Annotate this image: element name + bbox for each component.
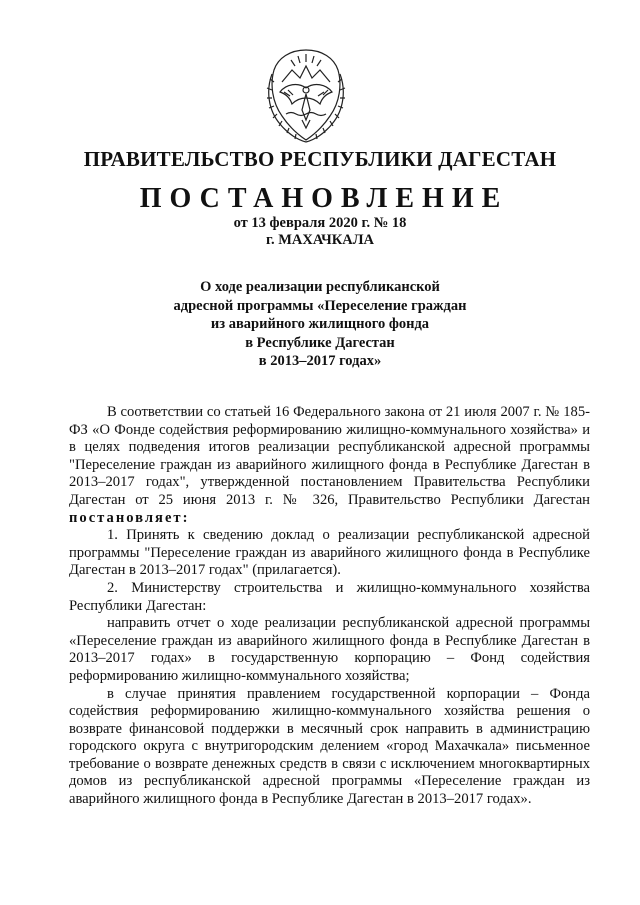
title-line: в Республике Дагестан bbox=[245, 334, 395, 351]
document-title bbox=[0, 278, 640, 371]
item-2b-paragraph: в случае принятия правлением государственной корпорации – Фонда содействия реформированию жилищно-коммунального хозяйства решения о возврате финансовой поддержки в месячный срок направить в администрацию городского округа с внутригородским делением «город Махачкала» письменное требование о возврате денежных средств в связи с исключением многоквартирных домов из республиканской адресной программы «Переселение граждан из аварийного жилищного фонда в Республике Дагестан в 2013–2017 годах». bbox=[69, 685, 590, 808]
coat-of-arms-icon bbox=[260, 44, 352, 144]
preamble-paragraph bbox=[69, 404, 590, 527]
preamble-text: В соответствии со статьей 16 Федерального закона от 21 июля 2007 г. № 185-ФЗ «О Фонде содействия реформированию жилищно-коммунального хозяйства» и в целях подведения итогов реализации республиканской адресной программы "Переселение граждан из аварийного жилищного фонда в Республике Дагестан в 2013–2017 годах", утвержденной постановлением Правительства Республики Дагестан от 25 июня 2013 г. № 326, Правительство Республики Дагестан bbox=[69, 404, 590, 508]
decree-word: постановляет: bbox=[69, 509, 190, 526]
document-type: ПОСТАНОВЛЕНИЕ bbox=[139, 183, 509, 214]
item-1-paragraph: 1. Принять к сведению доклад о реализации республиканской адресной программы "Переселение граждан из аварийного жилищного фонда в Республике Дагестан в 2013–2017 годах" (прилагается). bbox=[69, 527, 590, 579]
item-2a-paragraph: направить отчет о ходе реализации республиканской адресной программы «Переселение граждан из аварийного жилищного фонда в Республике Дагестан в 2013–2017 годах» в государственную корпорацию – Фонд содействия реформированию жилищно-коммунального хозяйства; bbox=[69, 615, 590, 684]
date-and-number: от 13 февраля 2020 г. № 18 bbox=[233, 215, 407, 231]
title-line: О ходе реализации республиканской bbox=[200, 279, 440, 295]
item-2-paragraph: 2. Министерству строительства и жилищно-коммунального хозяйства Республики Дагестан: bbox=[69, 579, 590, 614]
organization-title: ПРАВИТЕЛЬСТВО РЕСПУБЛИКИ ДАГЕСТАН bbox=[83, 147, 557, 171]
city: г. МАХАЧКАЛА bbox=[266, 232, 374, 248]
title-line: из аварийного жилищного фонда bbox=[210, 316, 430, 332]
title-line: в 2013–2017 годах» bbox=[258, 353, 382, 369]
document-body bbox=[69, 404, 590, 809]
title-line: адресной программы «Переселение граждан bbox=[173, 297, 467, 314]
